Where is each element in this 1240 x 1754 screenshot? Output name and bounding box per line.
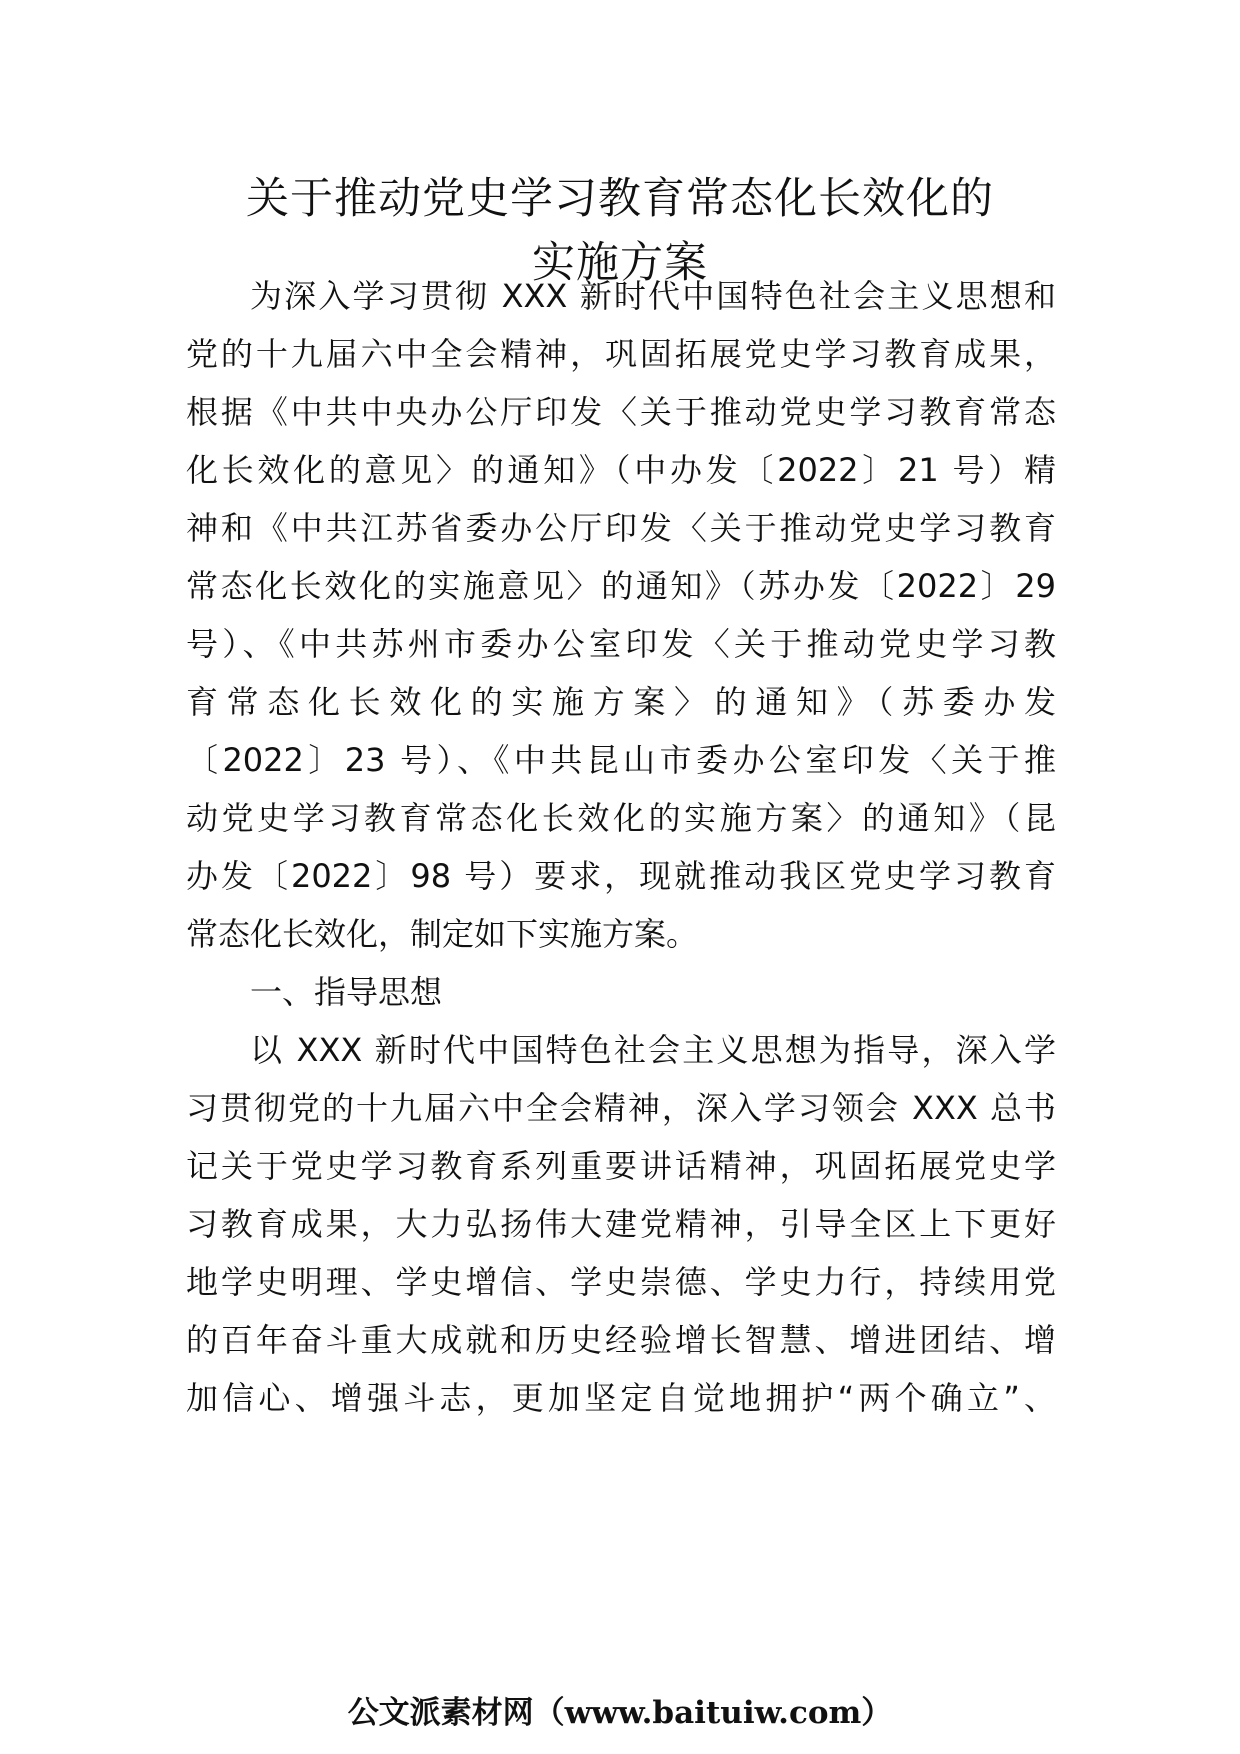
paragraph-1-line: 化长效化的意见〉的通知》（中办发〔2022〕21 号）精 — [186, 451, 1056, 489]
paragraph-2-line: 习贯彻党的十九届六中全会精神，深入学习领会 XXX 总书 — [186, 1089, 1056, 1127]
paragraph-2-line: 加信心、增强斗志，更加坚定自觉地拥护“两个确立”、 — [186, 1379, 1056, 1417]
paragraph-1-line: 育常态化长效化的实施方案〉的通知》（苏委办发 — [186, 683, 1056, 721]
paragraph-2-line: 的百年奋斗重大成就和历史经验增长智慧、增进团结、增 — [186, 1321, 1056, 1359]
paragraph-2-line: 以 XXX 新时代中国特色社会主义思想为指导，深入学 — [250, 1031, 1056, 1069]
document-title-line-2: 实施方案 — [532, 238, 708, 288]
document-title-line-1: 关于推动党史学习教育常态化长效化的 — [246, 174, 994, 224]
paragraph-1-line: 根据《中共中央办公厅印发〈关于推动党史学习教育常态 — [186, 393, 1056, 431]
paragraph-1-line: 为深入学习贯彻 XXX 新时代中国特色社会主义思想和 — [250, 277, 1056, 315]
paragraph-2-line: 地学史明理、学史增信、学史崇德、学史力行，持续用党 — [186, 1263, 1056, 1301]
paragraph-1-line: 党的十九届六中全会精神，巩固拓展党史学习教育成果， — [186, 335, 1056, 373]
section-heading: 一、指导思想 — [250, 973, 443, 1011]
paragraph-1-line: 神和《中共江苏省委办公厅印发〈关于推动党史学习教育 — [186, 509, 1056, 547]
paragraph-1-line: 办发〔2022〕98 号）要求，现就推动我区党史学习教育 — [186, 857, 1056, 895]
paragraph-2-line: 记关于党史学习教育系列重要讲话精神，巩固拓展党史学 — [186, 1147, 1056, 1185]
footer-watermark: 公文派素材网（www.baituiw.com） — [347, 1695, 893, 1731]
paragraph-1-line: 常态化长效化，制定如下实施方案。 — [186, 915, 699, 953]
paragraph-2-line: 习教育成果，大力弘扬伟大建党精神，引导全区上下更好 — [186, 1205, 1056, 1243]
paragraph-1-line: 常态化长效化的实施意见〉的通知》（苏办发〔2022〕29 — [186, 567, 1056, 605]
paragraph-1-line: 动党史学习教育常态化长效化的实施方案〉的通知》（昆 — [186, 799, 1056, 837]
paragraph-1-line: 号）、《中共苏州市委办公室印发〈关于推动党史学习教 — [186, 625, 1056, 663]
paragraph-1-line: 〔2022〕23 号）、《中共昆山市委办公室印发〈关于推 — [186, 741, 1056, 779]
